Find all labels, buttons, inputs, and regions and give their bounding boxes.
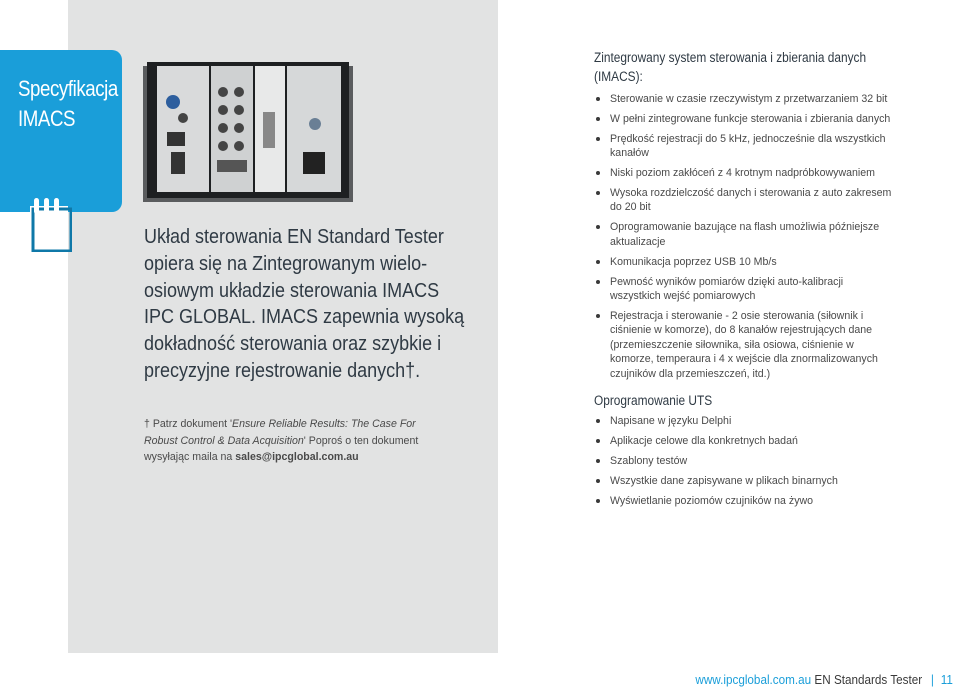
list-item: Komunikacja poprzez USB 10 Mb/s — [594, 255, 894, 269]
footnote-email-link[interactable]: sales@ipcglobal.com.au — [235, 451, 359, 463]
imacs-feature-list — [594, 92, 894, 381]
list-item: Niski poziom zakłóceń z 4 krotnym nadpróbkowywaniem — [594, 166, 894, 180]
list-item: Wszystkie dane zapisywane w plikach binarnych — [594, 474, 894, 488]
list-item: Wyświetlanie poziomów czujników na żywo — [594, 494, 894, 508]
list-item: Sterowanie w czasie rzeczywistym z przetwarzaniem 32 bit — [594, 92, 894, 106]
footnote-document-title: Ensure Reliable Results: The Case For Robust Control & Data Acquisition — [144, 418, 416, 447]
list-item: Rejestracja i sterowanie - 2 osie sterowania (siłownik i ciśnienie w komorze), do 8 kanałów rejestrujących dane (przemieszczenie siłownika, siła osiowa, ciśnienie w komorze, temperaura i 4 x wejście dla znormalizowanych czujników dla przemieszczeń, itd.) — [594, 309, 894, 381]
footer-document-title: EN Standards Tester — [814, 672, 923, 687]
tab-title-line2: IMACS — [18, 106, 76, 131]
list-item: Napisane w języku Delphi — [594, 414, 894, 428]
list-item: Aplikacje celowe dla konkretnych badań — [594, 434, 894, 448]
list-item: Wysoka rozdzielczość danych i sterowania z auto zakresem do 20 bit — [594, 186, 894, 215]
footnote: † Patrz dokument 'Ensure Reliable Results: The Case For Robust Control & Data Acquisition' Poproś o ten dokument wysyłając maila na sales@ipcglobal.com.au — [144, 418, 419, 463]
notepad-icon — [24, 196, 72, 252]
list-item: Szablony testów — [594, 454, 894, 468]
software-heading: Oprogramowanie UTS — [594, 392, 713, 408]
imacs-heading: Zintegrowany system sterowania i zbierania danych (IMACS): — [594, 50, 867, 84]
footer-separator: | — [930, 672, 934, 687]
imacs-device-photo — [143, 52, 353, 202]
tab-title-line1: Specyfikacja — [18, 76, 118, 101]
page-footer — [695, 670, 960, 690]
software-feature-list — [594, 414, 894, 508]
list-item: Prędkość rejestracji do 5 kHz, jednocześnie dla wszystkich kanałów — [594, 132, 894, 161]
lead-paragraph: Układ sterowania EN Standard Tester opiera się na Zintegrowanym wielo-osiowym układzie sterowania IMACS IPC GLOBAL. IMACS zapewnia wysoką dokładność sterowania oraz szybkie i precyzyjne rejestrowanie danych†. — [144, 226, 465, 382]
footer-url-link[interactable]: www.ipcglobal.com.au — [695, 672, 812, 687]
list-item: Oprogramowanie bazujące na flash umożliwia późniejsze aktualizacje — [594, 220, 894, 249]
right-column — [594, 48, 894, 513]
tab-title — [18, 74, 118, 134]
list-item: Pewność wyników pomiarów dzięki auto-kalibracji wszystkich wejść pomiarowych — [594, 275, 894, 304]
list-item: W pełni zintegrowane funkcje sterowania i zbierania danych — [594, 112, 894, 126]
page-number: 11 — [940, 672, 953, 687]
